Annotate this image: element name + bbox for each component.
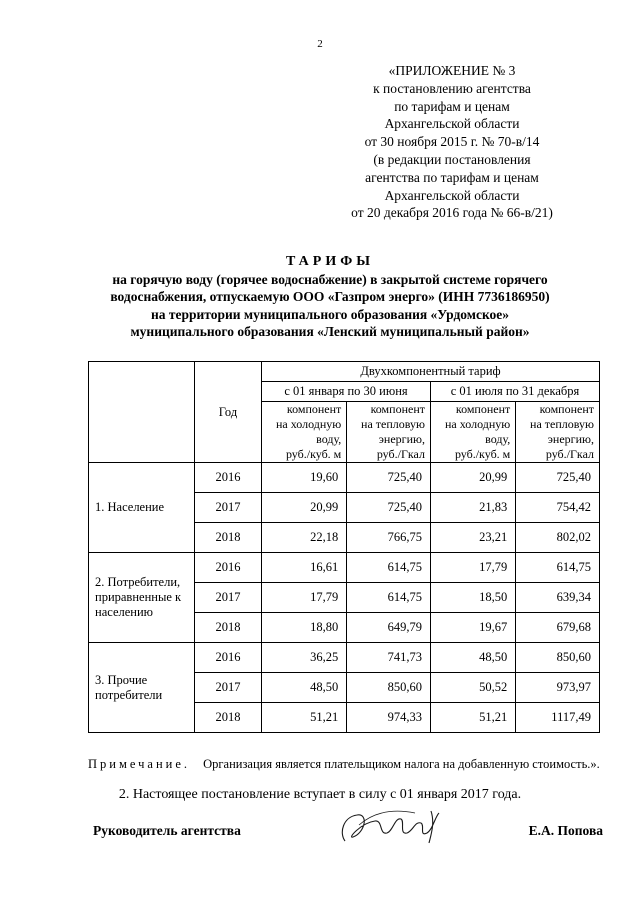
header-text: на холодную: [276, 417, 342, 431]
header-text: энергию,: [547, 432, 594, 446]
value-cell: 17,79: [262, 583, 347, 613]
header-cold-component: [262, 402, 347, 463]
signatory-title: Руководитель агентства: [93, 823, 241, 838]
appendix-line: (в редакции постановления: [373, 151, 531, 167]
signatory-name: Е.А. Попова: [528, 823, 603, 838]
category-label: потребители: [95, 687, 163, 702]
value-cell: 679,68: [516, 613, 600, 643]
header-category-cell: [89, 362, 195, 463]
value-cell: 16,61: [262, 553, 347, 583]
appendix-line: к постановлению агентства: [373, 80, 531, 96]
category-cell: [89, 463, 195, 553]
table-row: [89, 463, 600, 493]
appendix-line: агентства по тарифам и ценам: [365, 169, 539, 185]
year-cell: 2017: [195, 493, 262, 523]
table-row: [89, 553, 600, 583]
year-cell: 2016: [195, 553, 262, 583]
appendix-line: «ПРИЛОЖЕНИЕ № 3: [388, 63, 516, 78]
category-label: 2. Потребители,: [95, 575, 181, 589]
note-label: Примечание.: [88, 757, 191, 771]
header-period-1: с 01 января по 30 июня: [262, 382, 431, 402]
appendix-line: Архангельской области: [384, 116, 520, 132]
value-cell: 1117,49: [516, 703, 600, 733]
value-cell: 17,79: [430, 553, 515, 583]
value-cell: 36,25: [262, 643, 347, 673]
tariffs-table: [88, 361, 600, 733]
value-cell: 18,80: [262, 613, 347, 643]
value-cell: 766,75: [347, 523, 431, 553]
appendix-line: от 30 ноября 2015 г. № 70-в/14: [364, 134, 540, 150]
header-text: компонент: [286, 402, 342, 416]
value-cell: 20,99: [262, 493, 347, 523]
header-cold-component: [430, 402, 515, 463]
value-cell: 639,34: [516, 583, 600, 613]
header-text: руб./Гкал: [545, 447, 594, 461]
value-cell: 19,67: [430, 613, 515, 643]
category-label: 3. Прочие: [95, 672, 148, 687]
header-text: компонент: [370, 402, 425, 416]
table-row: [89, 643, 600, 673]
header-year: Год: [195, 362, 262, 463]
value-cell: 974,33: [347, 703, 431, 733]
year-cell: 2016: [195, 463, 262, 493]
value-cell: 48,50: [262, 673, 347, 703]
value-cell: 741,73: [347, 643, 431, 673]
header-text: руб./Гкал: [376, 447, 425, 461]
header-period-2: с 01 июля по 31 декабря: [430, 382, 599, 402]
title-line: водоснабжения, отпускаемую ООО «Газпром энерго» (ИНН 7736186950): [110, 289, 550, 305]
value-cell: 725,40: [347, 463, 431, 493]
appendix-line: Архангельской области: [384, 187, 520, 203]
value-cell: 20,99: [430, 463, 515, 493]
note: [88, 757, 628, 772]
category-label: 1. Население: [95, 500, 165, 514]
header-text: руб./куб. м: [454, 447, 511, 461]
category-label: приравненные к: [95, 590, 182, 604]
value-cell: 51,21: [430, 703, 515, 733]
year-cell: 2017: [195, 583, 262, 613]
value-cell: 18,50: [430, 583, 515, 613]
header-text: воду,: [485, 432, 511, 446]
value-cell: 614,75: [347, 583, 431, 613]
header-text: на холодную: [444, 417, 511, 431]
header-text: воду,: [316, 432, 342, 446]
document-title: [80, 253, 580, 341]
value-cell: 802,02: [516, 523, 600, 553]
header-text: энергию,: [378, 432, 425, 446]
title-line: муниципального образования «Ленский муниципальный район»: [130, 324, 530, 340]
page-number: 2: [317, 38, 323, 50]
appendix-header: [322, 62, 582, 222]
value-cell: 48,50: [430, 643, 515, 673]
title-main: ТАРИФЫ: [286, 254, 374, 269]
year-cell: 2017: [195, 673, 262, 703]
header-heat-component: [516, 402, 600, 463]
year-cell: 2018: [195, 703, 262, 733]
handwritten-signature: [335, 803, 455, 853]
header-text: на тепловую: [361, 417, 425, 431]
value-cell: 850,60: [347, 673, 431, 703]
value-cell: 21,83: [430, 493, 515, 523]
title-line: на территории муниципального образования «Урдомское»: [150, 306, 510, 322]
header-text: руб./куб. м: [285, 447, 342, 461]
appendix-line: по тарифам и ценам: [394, 98, 510, 114]
year-cell: 2018: [195, 523, 262, 553]
note-text: Организация является плательщиком налога на добавленную стоимость.».: [203, 757, 600, 771]
header-heat-component: [347, 402, 431, 463]
value-cell: 19,60: [262, 463, 347, 493]
appendix-line: от 20 декабря 2016 года № 66-в/21): [351, 205, 553, 221]
value-cell: 51,21: [262, 703, 347, 733]
category-cell: [89, 553, 195, 643]
value-cell: 614,75: [347, 553, 431, 583]
header-two-component: Двухкомпонентный тариф: [262, 362, 600, 382]
value-cell: 754,42: [516, 493, 600, 523]
value-cell: 850,60: [516, 643, 600, 673]
value-cell: 725,40: [516, 463, 600, 493]
value-cell: 725,40: [347, 493, 431, 523]
header-text: компонент: [539, 402, 594, 416]
effective-date-clause: 2. Настоящее постановление вступает в силу с 01 января 2017 года.: [118, 787, 522, 802]
value-cell: 973,97: [516, 673, 600, 703]
category-label: населению: [95, 605, 153, 619]
header-text: на тепловую: [530, 417, 594, 431]
category-cell: [89, 643, 195, 733]
value-cell: 614,75: [516, 553, 600, 583]
value-cell: 649,79: [347, 613, 431, 643]
value-cell: 50,52: [430, 673, 515, 703]
value-cell: 22,18: [262, 523, 347, 553]
year-cell: 2016: [195, 643, 262, 673]
title-line: на горячую воду (горячее водоснабжение) в закрытой системе горячего: [112, 271, 548, 287]
year-cell: 2018: [195, 613, 262, 643]
value-cell: 23,21: [430, 523, 515, 553]
header-text: компонент: [455, 402, 511, 416]
